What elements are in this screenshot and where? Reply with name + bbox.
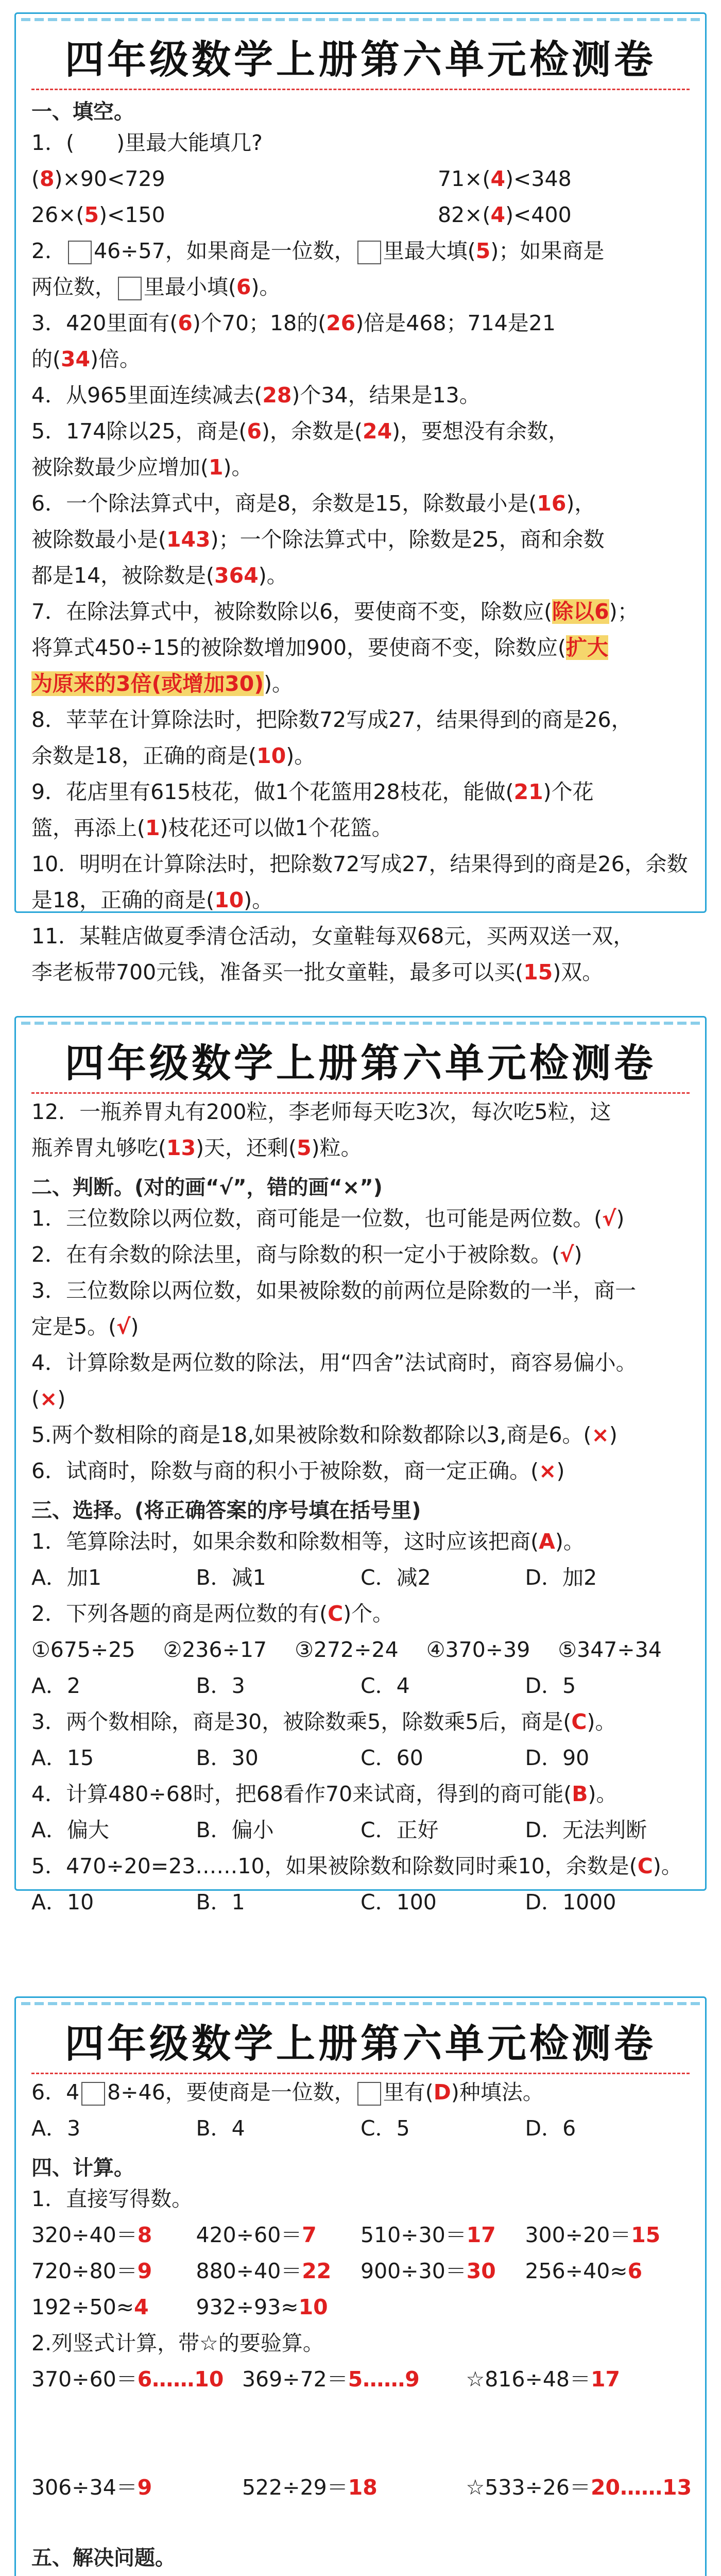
calc-2-head: 2.列竖式计算，带☆的要验算。 — [31, 2331, 324, 2355]
q2-line2: 两位数， 里最小填(6)。 — [31, 275, 281, 299]
q8-line1: 8．苹苹在计算除法时，把除数72写成27，结果得到的商是26， — [31, 707, 632, 732]
blank-box-icon — [81, 2082, 105, 2106]
blank-box-icon — [68, 241, 92, 264]
q3-line1: 3．420里面有(6)个70；18的(26)倍是468；714是21 — [31, 311, 556, 335]
blank-box-icon — [357, 2082, 381, 2106]
q6-line2: 被除数最小是(143)；一个除法算式中，除数是25，商和余数 — [31, 527, 605, 552]
judge-4-line2: (×) — [31, 1386, 66, 1411]
choice-2: 2．下列各题的商是两位数的有(C)个。 — [31, 1601, 394, 1626]
section-judge: 二、判断。(对的画“√”，错的画“×”) — [31, 1176, 383, 1199]
q11-line1: 11．某鞋店做夏季清仓活动，女童鞋每双68元，买两双送一双， — [31, 924, 634, 948]
section-choice: 三、选择。(将正确答案的序号填在括号里) — [31, 1499, 421, 1522]
choice-5: 5．470÷20=23……10，如果被除数和除数同时乘10，余数是(C)。 — [31, 1854, 682, 1878]
judge-3-line2: 定是5。(√) — [31, 1314, 139, 1339]
calc-row-3: 192÷50≈4 932÷93≈10 — [31, 2295, 328, 2319]
q6-line1: 6．一个除法算式中，商是8，余数是15，除数最小是(16)， — [31, 491, 596, 516]
judge-6: 6．试商时，除数与商的积小于被除数，商一定正确。(×) — [31, 1459, 565, 1483]
q12-line2: 瓶养胃丸够吃(13)天，还剩(5)粒。 — [31, 1136, 362, 1160]
q2-line1: 2． 46÷57，如果商是一位数， 里最大填(5)；如果商是 — [31, 239, 605, 263]
section-problems: 五、解决问题。 — [31, 2546, 176, 2570]
page-1 — [14, 12, 707, 985]
vertical-row-1: 370÷60＝6……10 369÷72＝5……9 ☆816÷48＝17 — [31, 2367, 621, 2392]
choice-1-options: A．加1 B．减1 C．减2 D．加2 — [31, 1565, 597, 1590]
q6-line3: 都是14，被除数是(364)。 — [31, 563, 288, 588]
q4: 4．从965里面连续减去(28)个34，结果是13。 — [31, 383, 480, 408]
q10-line2: 是18，正确的商是(10)。 — [31, 888, 273, 912]
choice-5-options: A．10 B．1 C．100 D．1000 — [31, 1890, 616, 1914]
q7-line1: 7．在除法算式中，被除数除以6，要使商不变，除数应(除以6)； — [31, 599, 639, 624]
page-title: 四年级数学上册第六单元检测卷 — [31, 28, 690, 90]
blank-box-icon — [118, 277, 142, 300]
q12-line1: 12．一瓶养胃丸有200粒，李老师每天吃3次，每次吃5粒，这 — [31, 1099, 611, 1124]
page-title: 四年级数学上册第六单元检测卷 — [31, 2012, 690, 2074]
page-2 — [14, 1016, 707, 1914]
choice-6: 6．4 8÷46，要使商是一位数， 里有(D)种填法。 — [31, 2080, 544, 2105]
calc-row-2: 720÷80＝9 880÷40＝22 900÷30＝30 256÷40≈6 — [31, 2259, 643, 2283]
choice-2-items: ①675÷25 ②236÷17 ③272÷24 ④370÷39 ⑤347÷34 — [31, 1637, 662, 1662]
page-title: 四年级数学上册第六单元检测卷 — [31, 1032, 690, 1094]
q3-line2: 的(34)倍。 — [31, 347, 141, 371]
choice-2-options: A．2 B．3 C．4 D．5 — [31, 1673, 576, 1698]
q7-line3: 为原来的3倍(或增加30))。 — [31, 671, 294, 696]
q8-line2: 余数是18，正确的商是(10)。 — [31, 743, 316, 768]
work-space — [31, 2505, 690, 2536]
judge-1: 1．三位数除以两位数，商可能是一位数，也可能是两位数。(√) — [31, 1206, 625, 1231]
calc-1-head: 1．直接写得数。 — [31, 2187, 193, 2211]
choice-1: 1．笔算除法时，如果余数和除数相等，这时应该把商(A)。 — [31, 1529, 585, 1554]
q10-line1: 10．明明在计算除法时，把除数72写成27，结果得到的商是26，余数 — [31, 852, 688, 876]
q1-row2: 26×(5)<150 82×(4)<400 — [31, 202, 572, 227]
calc-row-1: 320÷40＝8 420÷60＝7 510÷30＝17 300÷20＝15 — [31, 2223, 661, 2247]
choice-4-options: A．偏大 B．偏小 C．正好 D．无法判断 — [31, 1818, 647, 1842]
blank-box-icon — [357, 241, 381, 264]
work-space — [31, 2397, 690, 2469]
choice-3: 3．两个数相除，商是30，被除数乘5，除数乘5后，商是(C)。 — [31, 1709, 616, 1734]
q9-line2: 篮，再添上(1)枝花还可以做1个花篮。 — [31, 816, 393, 840]
judge-5: 5.两个数相除的商是18,如果被除数和除数都除以3,商是6。(×) — [31, 1422, 617, 1447]
q5-line2: 被除数最少应增加(1)。 — [31, 455, 253, 480]
choice-3-options: A．15 B．30 C．60 D．90 — [31, 1745, 590, 1770]
w1-line1 — [31, 2571, 690, 2576]
page-3 — [14, 1996, 707, 2576]
section-calc: 四、计算。 — [31, 2156, 134, 2180]
section-fill-in: 一、填空。 — [31, 100, 134, 124]
q5-line1: 5．174除以25，商是(6)，余数是(24)，要想没有余数， — [31, 419, 570, 444]
judge-3-line1: 3．三位数除以两位数，如果被除数的前两位是除数的一半，商一 — [31, 1278, 637, 1303]
q1: 1．( )里最大能填几? — [31, 130, 263, 155]
vertical-row-2: 306÷34＝9 522÷29＝18 ☆533÷26＝20……13 — [31, 2475, 692, 2500]
q11-line2: 李老板带700元钱，准备买一批女童鞋，最多可以买(15)双。 — [31, 960, 604, 985]
choice-6-options: A．3 B．4 C．5 D．6 — [31, 2116, 576, 2141]
q9-line1: 9．花店里有615枝花，做1个花篮用28枝花，能做(21)个花 — [31, 779, 594, 804]
judge-2: 2．在有余数的除法里，商与除数的积一定小于被除数。(√) — [31, 1242, 582, 1267]
choice-4: 4．计算480÷68时，把68看作70来试商，得到的商可能(B)。 — [31, 1782, 617, 1806]
q7-line2: 将算式450÷15的被除数增加900，要使商不变，除数应(扩大 — [31, 635, 609, 660]
q1-row1: (8)×90<729 71×(4)<348 — [31, 166, 572, 191]
judge-4-line1: 4．计算除数是两位数的除法，用“四舍”法试商时，商容易偏小。 — [31, 1350, 637, 1375]
